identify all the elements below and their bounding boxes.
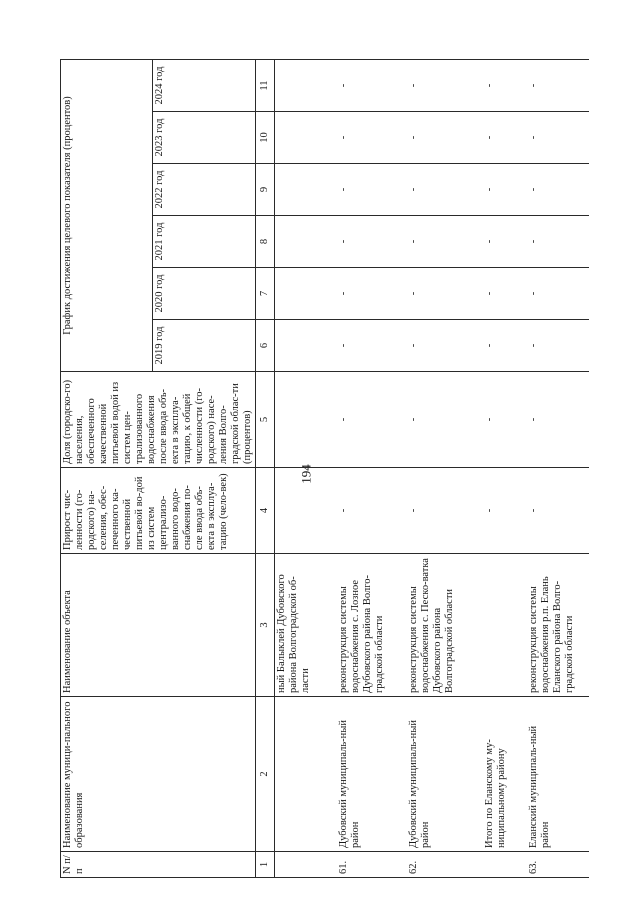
row-municipality: Итого по Еланскому му-ниципальному району: [483, 697, 527, 852]
row-object: [483, 554, 527, 697]
target-indicator-table: [60, 59, 589, 878]
header-year-2024: 2024 год: [153, 60, 256, 112]
header-year-2021: 2021 год: [153, 216, 256, 268]
row-2024: -: [337, 60, 407, 112]
row-2023: -: [527, 112, 589, 164]
table-row: [407, 60, 483, 878]
row-2022: -: [337, 164, 407, 216]
row-2023: [275, 112, 338, 164]
header-num: N п/п: [61, 852, 256, 878]
column-number: 10: [256, 112, 275, 164]
column-number: 2: [256, 697, 275, 852]
header-schedule: График достижения целевого показателя (процентов): [61, 60, 153, 372]
row-municipality: Дубовский муниципаль-ный район: [407, 697, 483, 852]
row-2021: [275, 216, 338, 268]
column-number: 1: [256, 852, 275, 878]
row-2024: -: [527, 60, 589, 112]
row-2021: -: [527, 216, 589, 268]
header-municipality: Наименование муници-пального образования: [61, 697, 256, 852]
header-share: Доля (городско-го) населения, обеспеченного качественной питьевой водой из систем цен-трализованного водоснабжения после ввода объ-екта в эксплуа-тацию, к общей численности (го-родского) насе-ления Волго-градской облас-ти (процентов): [61, 372, 256, 468]
row-2019: -: [483, 320, 527, 372]
column-number: 3: [256, 554, 275, 697]
row-growth: [275, 468, 338, 554]
header-growth: Прирост чис-ленности (го-родского) на-селения, обес-печенного ка-чественной питьевой во-дой из систем централизо-ванного водо-снабжения по-сле ввода объ-екта в эксплуа-тацию (чело-век): [61, 468, 256, 554]
row-2022: -: [407, 164, 483, 216]
row-share: -: [483, 372, 527, 468]
row-growth: -: [407, 468, 483, 554]
header-year-2020: 2020 год: [153, 268, 256, 320]
row-num: 62.: [407, 852, 483, 878]
row-2020: -: [407, 268, 483, 320]
row-2024: -: [407, 60, 483, 112]
row-growth: -: [483, 468, 527, 554]
row-share: [275, 372, 338, 468]
row-2020: -: [483, 268, 527, 320]
row-2019: -: [407, 320, 483, 372]
header-year-2022: 2022 год: [153, 164, 256, 216]
column-number: 4: [256, 468, 275, 554]
row-num: [275, 852, 338, 878]
row-2023: -: [407, 112, 483, 164]
row-2022: -: [527, 164, 589, 216]
page-number: 194: [298, 464, 314, 484]
row-municipality: Еланский муниципаль-ный район: [527, 697, 589, 852]
row-2020: -: [337, 268, 407, 320]
header-object: Наименование объекта: [61, 554, 256, 697]
row-2022: [275, 164, 338, 216]
table-row: [527, 60, 589, 878]
row-object: реконструкция системы водоснабжения с. Лозное Дубовского района Волго-градской области: [337, 554, 407, 697]
row-2021: -: [407, 216, 483, 268]
row-num: 63.: [527, 852, 589, 878]
row-2023: -: [337, 112, 407, 164]
header-row: [61, 60, 153, 878]
table-row-total: [483, 60, 527, 878]
table-row: [275, 60, 338, 878]
row-share: -: [527, 372, 589, 468]
row-num: 61.: [337, 852, 407, 878]
column-number: 11: [256, 60, 275, 112]
row-2019: -: [527, 320, 589, 372]
column-number: 7: [256, 268, 275, 320]
row-share: -: [407, 372, 483, 468]
column-number: 6: [256, 320, 275, 372]
table-row: [337, 60, 407, 878]
row-2021: -: [483, 216, 527, 268]
row-object: ный Балыклей Дубовского района Волгоградской об-ласти: [275, 554, 338, 697]
row-num: [483, 852, 527, 878]
row-2024: -: [483, 60, 527, 112]
header-year-2023: 2023 год: [153, 112, 256, 164]
column-number: 5: [256, 372, 275, 468]
row-2022: -: [483, 164, 527, 216]
row-2019: -: [337, 320, 407, 372]
row-share: -: [337, 372, 407, 468]
row-object: реконструкция системы водоснабжения р.п. Елань Еланского района Волго-градской области: [527, 554, 589, 697]
row-2020: -: [527, 268, 589, 320]
row-2020: [275, 268, 338, 320]
row-2024: [275, 60, 338, 112]
row-2021: -: [337, 216, 407, 268]
row-growth: -: [527, 468, 589, 554]
column-number: 9: [256, 164, 275, 216]
row-municipality: [275, 697, 338, 852]
column-number: 8: [256, 216, 275, 268]
row-object: реконструкция системы водоснабжения с. Песко-ватка Дубовского района Волгоградской области: [407, 554, 483, 697]
row-growth: -: [337, 468, 407, 554]
row-2023: -: [483, 112, 527, 164]
header-year-2019: 2019 год: [153, 320, 256, 372]
column-number-row: [256, 60, 275, 878]
row-municipality: Дубовский муниципаль-ный район: [337, 697, 407, 852]
row-2019: [275, 320, 338, 372]
